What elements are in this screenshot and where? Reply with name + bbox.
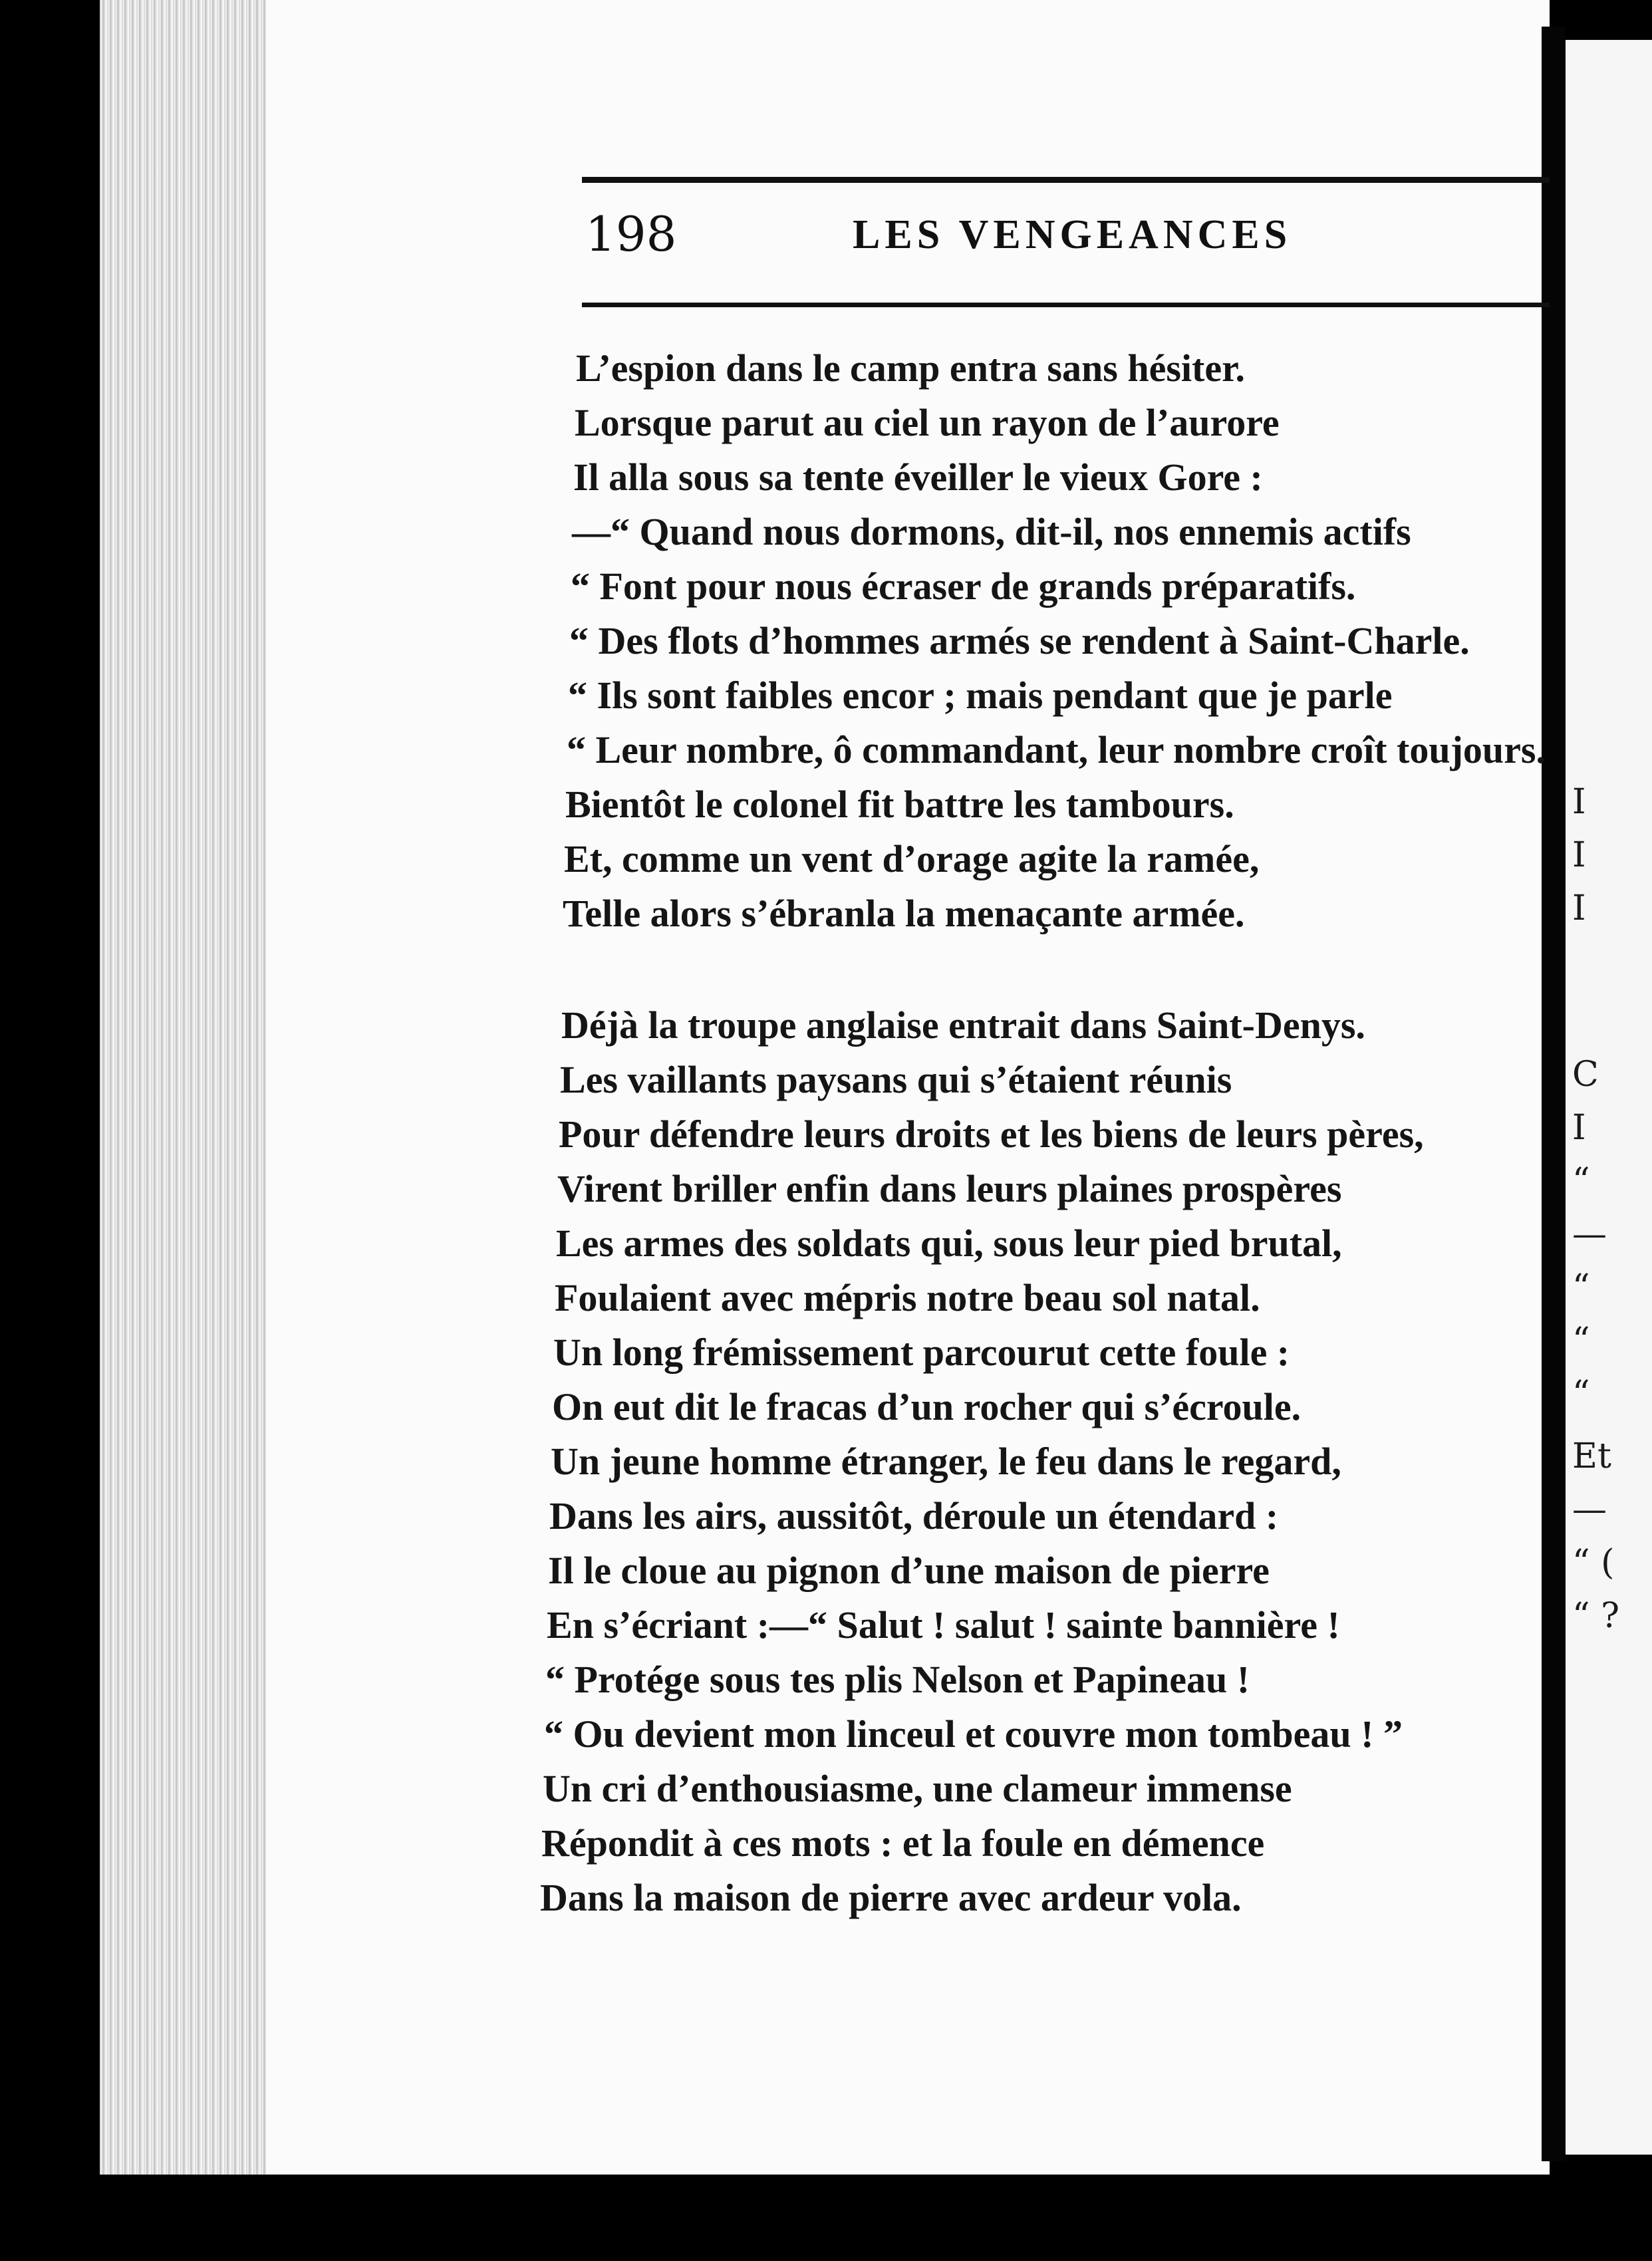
verse-line: “ Font pour nous écraser de grands préparatifs. xyxy=(571,565,1356,608)
verse-line: En s’écriant :—“ Salut ! salut ! sainte bannière ! xyxy=(547,1603,1340,1647)
fragment-text: “ xyxy=(1572,1267,1590,1307)
running-title: LES VENGEANCES xyxy=(853,212,1292,257)
fragment-text: Et xyxy=(1572,1436,1611,1476)
verse-line: “ Ou devient mon linceul et couvre mon tombeau ! ” xyxy=(544,1712,1403,1756)
verse-line: —“ Quand nous dormons, dit-il, nos ennemis actifs xyxy=(572,510,1411,553)
verse-line: Il le cloue au pignon d’une maison de pierre xyxy=(548,1549,1270,1592)
fragment-text: — xyxy=(1572,1214,1607,1254)
fragment-text: I xyxy=(1572,782,1586,822)
page-edges-stack xyxy=(100,0,273,2175)
verse-line: Un jeune homme étranger, le feu dans le regard, xyxy=(551,1440,1341,1483)
verse-line: Dans les airs, aussitôt, déroule un étendard : xyxy=(549,1494,1279,1537)
fragment-text: “ xyxy=(1572,1374,1590,1414)
verse-line: Et, comme un vent d’orage agite la ramée, xyxy=(564,837,1260,880)
verse-line: “ Ils sont faibles encor ; mais pendant que je parle xyxy=(568,674,1393,717)
facing-page-fragment xyxy=(1566,40,1652,2155)
fragment-text: I xyxy=(1572,1108,1586,1148)
fragment-text: I xyxy=(1572,888,1586,928)
page-number: 198 xyxy=(585,206,677,262)
fragment-text: “ xyxy=(1572,1161,1590,1201)
fragment-text: — xyxy=(1572,1490,1607,1530)
verse-line: On eut dit le fracas d’un rocher qui s’écroule. xyxy=(552,1385,1302,1428)
verse-line: Telle alors s’ébranla la menaçante armée. xyxy=(563,892,1245,935)
binding-gutter xyxy=(1542,27,1566,2161)
header-rule-bottom xyxy=(582,303,1550,307)
verse-line: Répondit à ces mots : et la foule en démence xyxy=(541,1821,1265,1865)
fragment-text: I xyxy=(1572,835,1586,875)
verse-line: Un long frémissement parcourut cette foule : xyxy=(553,1331,1290,1374)
fragment-text: “ xyxy=(1572,1321,1590,1361)
verse-line: Les vaillants paysans qui s’étaient réunis xyxy=(560,1058,1232,1101)
verse-line: L’espion dans le camp entra sans hésiter. xyxy=(576,346,1245,390)
verse-line: “ Protége sous tes plis Nelson et Papineau ! xyxy=(545,1658,1250,1701)
fragment-text: “ ( xyxy=(1572,1543,1615,1583)
verse-line: Dans la maison de pierre avec ardeur vola. xyxy=(540,1876,1242,1919)
header-rule-top xyxy=(582,177,1550,183)
verse-line: Pour défendre leurs droits et les biens de leurs pères, xyxy=(559,1113,1424,1156)
verse-line: Un cri d’enthousiasme, une clameur immense xyxy=(543,1767,1292,1810)
verse-line: Virent briller enfin dans leurs plaines prospères xyxy=(557,1167,1342,1210)
fragment-text: “ ? xyxy=(1572,1596,1619,1636)
verse-line: “ Leur nombre, ô commandant, leur nombre croît toujours. xyxy=(567,728,1546,771)
verse-line: Déjà la troupe anglaise entrait dans Saint-Denys. xyxy=(561,1003,1365,1047)
verse-line: “ Des flots d’hommes armés se rendent à Saint-Charle. xyxy=(569,619,1470,662)
verse-line: Lorsque parut au ciel un rayon de l’aurore xyxy=(575,401,1280,444)
verse-line: Foulaient avec mépris notre beau sol natal. xyxy=(555,1276,1260,1319)
verse-line: Bientôt le colonel fit battre les tambours. xyxy=(565,783,1234,826)
verse-line: Il alla sous sa tente éveiller le vieux Gore : xyxy=(573,456,1263,499)
verse-line: Les armes des soldats qui, sous leur pied brutal, xyxy=(556,1222,1342,1265)
fragment-text: C xyxy=(1572,1055,1599,1095)
